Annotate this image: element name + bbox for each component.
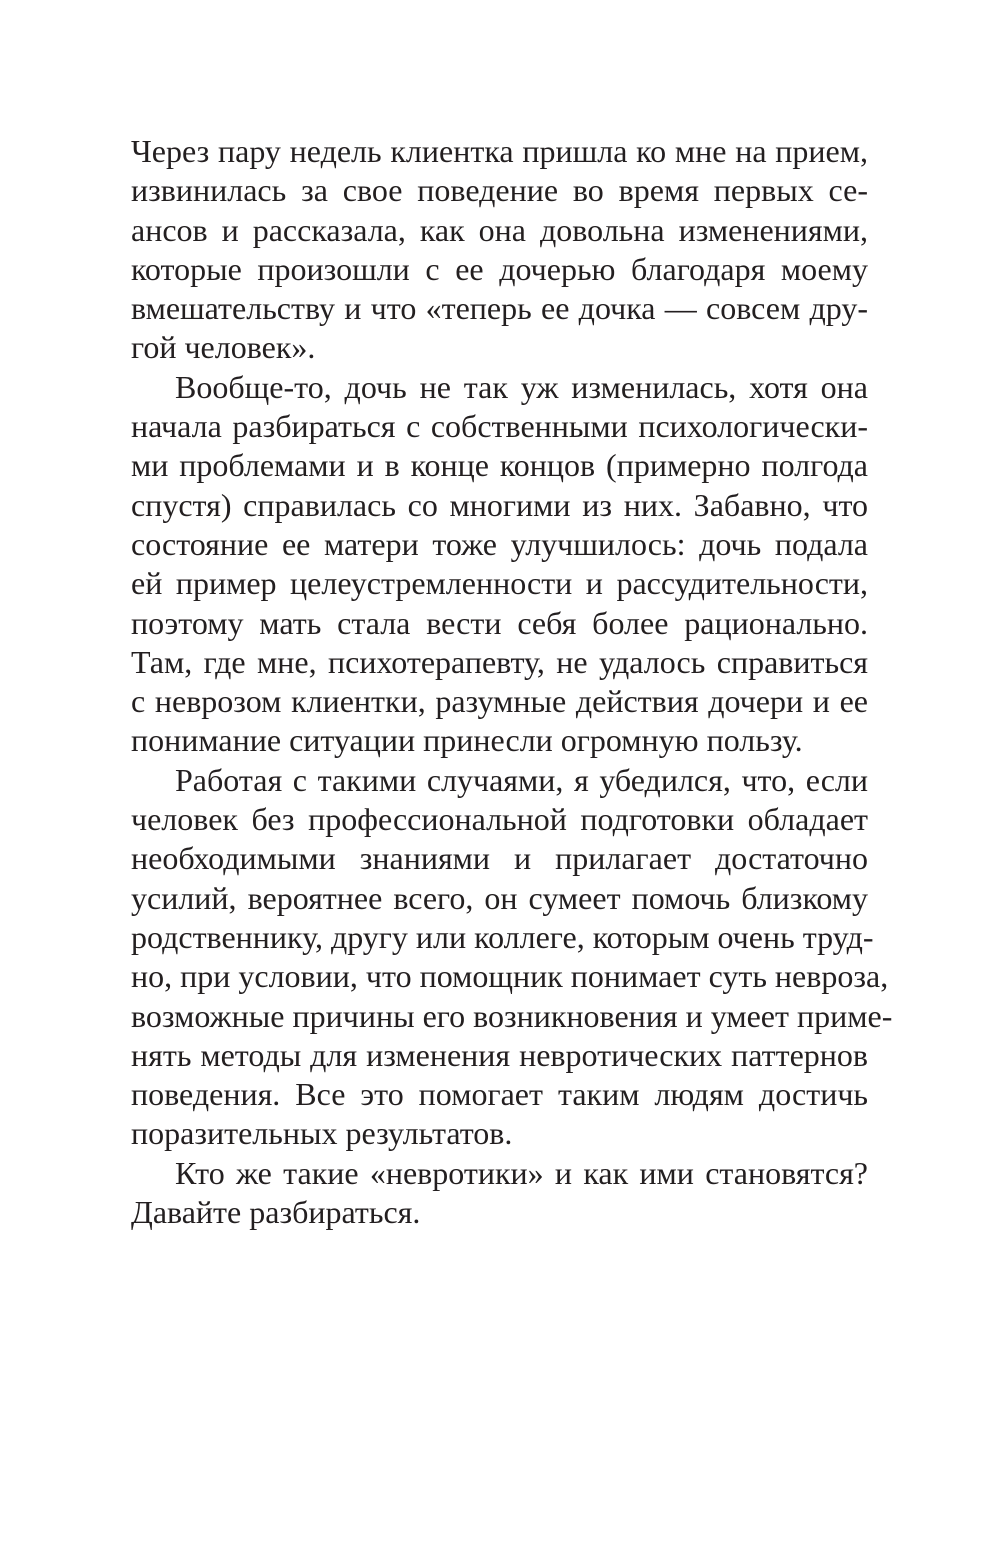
text-line: ансов и рассказала, как она довольна изменениями,	[131, 211, 868, 248]
text-line: Через пару недель клиентка пришла ко мне на прием,	[131, 133, 868, 169]
text-line: нять методы для изменения невротических паттернов	[131, 1036, 868, 1073]
text-line: ей пример целеустремленности и рассудительности,	[131, 565, 868, 602]
text-line: гой человек».	[131, 329, 316, 366]
paragraph-1	[131, 132, 868, 368]
text-line: усилий, вероятнее всего, он сумеет помочь близкому	[131, 879, 868, 916]
text-line: Работая с такими случаями, я убедился, что, если	[175, 761, 868, 798]
text-line: возможные причины его возникновения и умеет приме-	[131, 997, 893, 1034]
paragraph-4	[131, 1154, 868, 1233]
book-page-text	[131, 132, 893, 1232]
text-line: необходимыми знаниями и прилагает достаточно	[131, 840, 868, 877]
text-line: вмешательству и что «теперь ее дочка — совсем дру-	[131, 290, 868, 327]
paragraph-2	[131, 368, 868, 761]
text-line: ми проблемами и в конце концов (примерно полгода	[131, 447, 868, 484]
text-line: поэтому мать стала вести себя более рационально.	[131, 604, 868, 641]
text-line: состояние ее матери тоже улучшилось: дочь подала	[131, 525, 868, 562]
text-line: извинилась за свое поведение во время первых се-	[131, 172, 868, 209]
text-line: Вообще-то, дочь не так уж изменилась, хотя она	[175, 368, 868, 405]
text-line: начала разбираться с собственными психологически-	[131, 408, 868, 445]
text-line: с неврозом клиентки, разумные действия дочери и ее	[131, 683, 868, 720]
text-line: человек без профессиональной подготовки обладает	[131, 801, 868, 838]
paragraph-3	[131, 761, 893, 1154]
text-line: Давайте разбираться.	[131, 1194, 421, 1231]
text-line: которые произошли с ее дочерью благодаря моему	[131, 250, 868, 287]
text-line: но, при условии, что помощник понимает суть невроза,	[131, 958, 889, 995]
text-line: спустя) справилась со многими из них. Забавно, что	[131, 486, 868, 523]
text-line: Кто же такие «невротики» и как ими становятся?	[175, 1154, 868, 1191]
text-line: Там, где мне, психотерапевту, не удалось справиться	[131, 643, 868, 680]
text-line: родственнику, другу или коллеге, которым очень труд-	[131, 918, 874, 955]
text-line: поведения. Все это помогает таким людям достичь	[131, 1076, 868, 1113]
text-line: понимание ситуации принесли огромную пользу.	[131, 722, 803, 759]
text-line: поразительных результатов.	[131, 1115, 513, 1152]
